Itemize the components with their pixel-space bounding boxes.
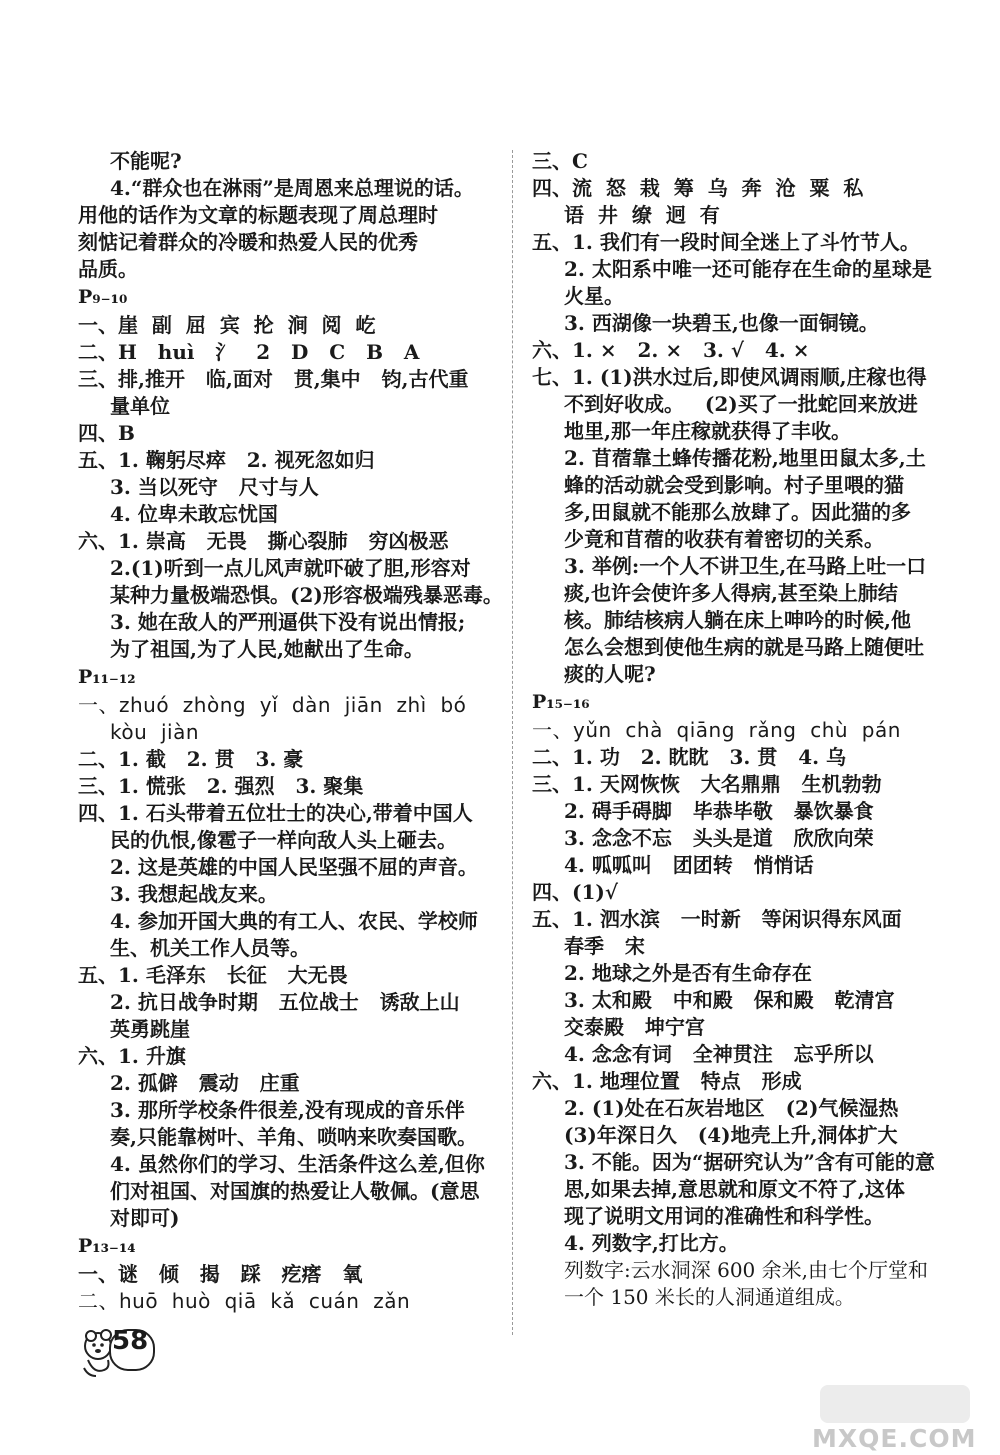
answer-line: 4. 位卑未敢忘忧国 bbox=[110, 502, 278, 526]
answer-line: 六、1. 升旗 bbox=[78, 1044, 186, 1068]
answer-line: 交泰殿 坤宁宫 bbox=[564, 1015, 705, 1039]
answer-line: 刻惦记着群众的冷暖和热爱人民的优秀 bbox=[78, 230, 418, 254]
answer-line: 2. 太阳系中唯一还可能存在生命的星球是 bbox=[564, 257, 932, 281]
page-number: 58 bbox=[112, 1326, 149, 1356]
answer-line: 三、1. 慌张 2. 强烈 3. 聚集 bbox=[78, 774, 364, 798]
answer-line: 民的仇恨,像雹子一样向敌人头上砸去。 bbox=[110, 828, 457, 852]
answer-line: 用他的话作为文章的标题表现了周总理时 bbox=[78, 203, 438, 227]
answer-line: 2. (1)处在石灰岩地区 (2)气候湿热 bbox=[564, 1096, 899, 1120]
answer-line: 多,田鼠就不能那么放肆了。因此猫的多 bbox=[564, 500, 911, 524]
answer-line: 思,如果去掉,意思就和原文不符了,这体 bbox=[564, 1177, 905, 1201]
answer-line: kòu jiàn bbox=[110, 720, 200, 744]
answer-line: 对即可) bbox=[110, 1206, 180, 1230]
answer-line: 春季 宋 bbox=[564, 934, 645, 958]
answer-line: 3. 那所学校条件很差,没有现成的音乐伴 bbox=[110, 1098, 465, 1122]
answer-line: 4. 参加开国大典的有工人、农民、学校师 bbox=[110, 909, 478, 933]
answer-line: 五、1. 鞠躬尽瘁 2. 视死忽如归 bbox=[78, 448, 375, 472]
answer-line: 四、1. 石头带着五位壮士的决心,带着中国人 bbox=[78, 801, 473, 825]
answer-line: 现了说明文用词的准确性和科学性。 bbox=[564, 1204, 884, 1228]
answer-line: 四、B bbox=[78, 421, 135, 445]
answer-line: 3. 举例:一个人不讲卫生,在马路上吐一口 bbox=[564, 554, 927, 578]
column-divider bbox=[512, 150, 513, 1335]
answer-line: 2. 碍手碍脚 毕恭毕敬 暴饮暴食 bbox=[564, 799, 874, 823]
section-heading: P₉₋₁₀ bbox=[78, 286, 128, 308]
watermark-text: MXQE.COM bbox=[812, 1424, 977, 1453]
answer-line: 们对祖国、对国旗的热爱让人敬佩。(意思 bbox=[110, 1179, 480, 1203]
answer-line: 2. 苜蓿靠土蜂传播花粉,地里田鼠太多,土 bbox=[564, 446, 926, 470]
answer-line: 二、H huì 氵 2 D C B A bbox=[78, 340, 420, 364]
answer-line: 痰,也许会使许多人得病,甚至染上肺结 bbox=[564, 581, 898, 605]
answer-line: 4. 念念有词 全神贯注 忘乎所以 bbox=[564, 1042, 874, 1066]
answer-line: 三、C bbox=[532, 149, 588, 173]
answer-line: 英勇跳崖 bbox=[110, 1017, 190, 1041]
answer-line: 痰的人呢? bbox=[564, 662, 656, 686]
section-heading: P₁₁₋₁₂ bbox=[78, 666, 136, 688]
answer-line: 四、(1)√ bbox=[532, 880, 618, 904]
answer-line: 奏,只能靠树叶、羊角、唢呐来吹奏国歌。 bbox=[110, 1125, 477, 1149]
answer-line: 火星。 bbox=[564, 284, 624, 308]
answer-line: 不能呢? bbox=[110, 149, 182, 173]
answer-line: 2. 抗日战争时期 五位战士 诱敌上山 bbox=[110, 990, 460, 1014]
answer-line: 3. 她在敌人的严刑逼供下没有说出情报; bbox=[110, 610, 466, 634]
answer-line: 列数字:云水洞深 600 余米,由七个厅堂和 bbox=[564, 1258, 928, 1282]
answer-column-left bbox=[78, 148, 504, 1315]
answer-line: 蜂的活动就会受到影响。村子里喂的猫 bbox=[564, 473, 904, 497]
answer-line: 三、排,推开 临,面对 贯,集中 钧,古代重 bbox=[78, 367, 469, 391]
answer-line: 一个 150 米长的人洞通道组成。 bbox=[564, 1285, 855, 1309]
answer-line: 量单位 bbox=[110, 394, 170, 418]
answer-line: 2. 孤僻 震动 庄重 bbox=[110, 1071, 300, 1095]
answer-line: 3. 不能。因为“据研究认为”含有可能的意 bbox=[564, 1150, 935, 1174]
answer-line: 2. 地球之外是否有生命存在 bbox=[564, 961, 812, 985]
answer-line: 语 井 缭 迥 有 bbox=[564, 203, 720, 227]
answer-line: 五、1. 泗水滨 一时新 等闲识得东风面 bbox=[532, 907, 902, 931]
answer-line: 三、1. 天网恢恢 大名鼎鼎 生机勃勃 bbox=[532, 772, 882, 796]
answer-line: 五、1. 毛泽东 长征 大无畏 bbox=[78, 963, 348, 987]
answer-line: 六、1. 崇高 无畏 撕心裂肺 穷凶极恶 bbox=[78, 529, 449, 553]
answer-line: 七、1. (1)洪水过后,即使风调雨顺,庄稼也得 bbox=[532, 365, 927, 389]
answer-column-right bbox=[532, 148, 952, 1311]
answer-line: 3. 我想起战友来。 bbox=[110, 882, 278, 906]
answer-line: 地里,那一年庄稼就获得了丰收。 bbox=[564, 419, 851, 443]
answer-line: 4. 呱呱叫 团团转 悄悄话 bbox=[564, 853, 814, 877]
section-heading: P₁₃₋₁₄ bbox=[78, 1235, 136, 1257]
answer-line: 品质。 bbox=[78, 257, 138, 281]
answer-line: 3. 太和殿 中和殿 保和殿 乾清宫 bbox=[564, 988, 895, 1012]
answer-line: 四、流 怒 栽 筹 乌 奔 沧 粟 私 bbox=[532, 176, 864, 200]
answer-line: 二、1. 截 2. 贯 3. 豪 bbox=[78, 747, 304, 771]
answer-line: 3. 西湖像一块碧玉,也像一面铜镜。 bbox=[564, 311, 879, 335]
answer-line: 一、崖 副 屈 宾 抡 涧 阅 屹 bbox=[78, 313, 376, 337]
answer-line: (3)年深日久 (4)地壳上升,洞体扩大 bbox=[564, 1123, 898, 1147]
answer-line: 某种力量极端恐惧。(2)形容极端残暴恶毒。 bbox=[110, 583, 503, 607]
answer-line: 一、yǔn chà qiāng rǎng chù pán bbox=[532, 718, 901, 742]
answer-line: 一、谜 倾 揭 踩 疙瘩 氧 bbox=[78, 1262, 363, 1286]
answer-line: 怎么会想到使他生病的就是马路上随便吐 bbox=[564, 635, 924, 659]
answer-line: 少竟和苜蓿的收获有着密切的关系。 bbox=[564, 527, 884, 551]
answer-line: 二、huō huò qiā kǎ cuán zǎn bbox=[78, 1289, 411, 1313]
answer-line: 3. 念念不忘 头头是道 欣欣向荣 bbox=[564, 826, 874, 850]
answer-line: 2. 这是英雄的中国人民坚强不屈的声音。 bbox=[110, 855, 478, 879]
answer-line: 二、1. 功 2. 眈眈 3. 贯 4. 乌 bbox=[532, 745, 847, 769]
answer-line: 2.(1)听到一点儿风声就吓破了胆,形容对 bbox=[110, 556, 471, 580]
answer-line: 不到好收成。 (2)买了一批蛇回来放进 bbox=[564, 392, 918, 416]
answer-line: 六、1. 地理位置 特点 形成 bbox=[532, 1069, 802, 1093]
answer-line: 一、zhuó zhòng yǐ dàn jiān zhì bó bbox=[78, 693, 467, 717]
answer-line: 3. 当以死守 尺寸与人 bbox=[110, 475, 319, 499]
section-heading: P₁₅₋₁₆ bbox=[532, 691, 590, 713]
answer-line: 4. 列数字,打比方。 bbox=[564, 1231, 739, 1255]
answer-line: 为了祖国,为了人民,她献出了生命。 bbox=[110, 637, 424, 661]
answer-line: 4.“群众也在淋雨”是周恩来总理说的话。 bbox=[110, 176, 474, 200]
answer-line: 4. 虽然你们的学习、生活条件这么差,但你 bbox=[110, 1152, 485, 1176]
answer-line: 核。肺结核病人躺在床上呻吟的时候,他 bbox=[564, 608, 911, 632]
answer-line: 五、1. 我们有一段时间全迷上了斗竹节人。 bbox=[532, 230, 920, 254]
answer-line: 六、1. × 2. × 3. √ 4. × bbox=[532, 338, 810, 362]
answer-line: 生、机关工作人员等。 bbox=[110, 936, 310, 960]
